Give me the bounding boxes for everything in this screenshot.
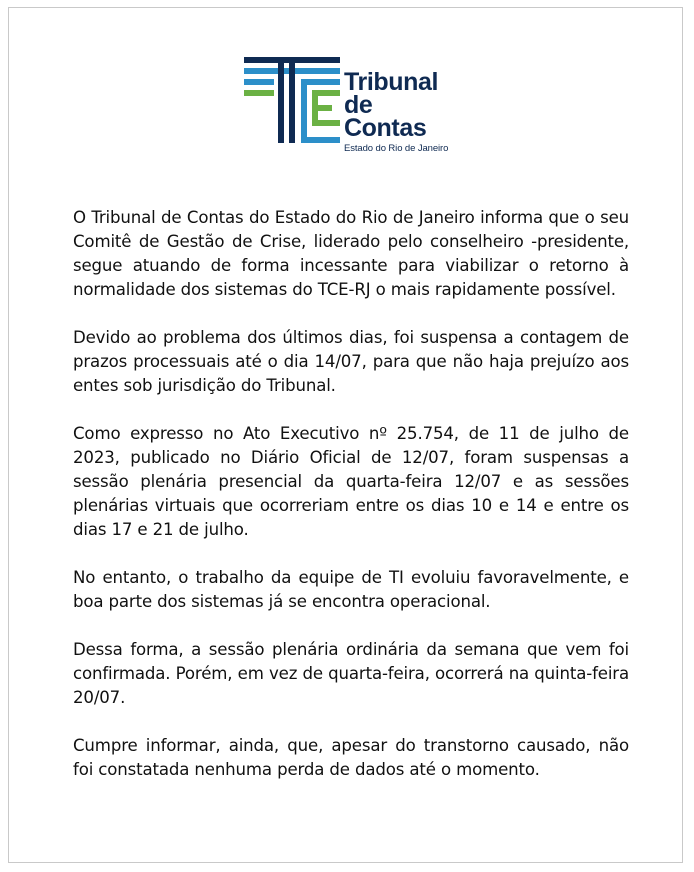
tce-logo-mark xyxy=(244,57,342,147)
paragraph: Cumpre informar, ainda, que, apesar do transtorno causado, não foi constatada nenhuma perda de dados até o momento. xyxy=(73,736,629,779)
paragraph: Como expresso no Ato Executivo nº 25.754, de 11 de julho de 2023, publicado no Diário Oficial de 12/07, foram suspensas a sessão plenária presencial da quarta-feira 12/07 e as sessões plenárias virtuais que ocorreriam entre os dias 10 e 14 e entre os dias 17 e 21 de julho. xyxy=(73,424,629,539)
logo-e-green-bottom xyxy=(312,120,340,126)
announcement-body xyxy=(73,206,629,806)
logo-e-blue-top xyxy=(301,79,340,85)
paragraph: O Tribunal de Contas do Estado do Rio de Janeiro informa que o seu Comitê de Gestão de Crise, liderado pelo conselheiro -presidente, segue atuando de forma incessante para viabilizar o retorno à normalidade dos sistemas do TCE-RJ o mais rapidamente possível. xyxy=(73,208,629,299)
logo-line-de-contas: de Contas xyxy=(344,91,427,142)
paragraph: No entanto, o trabalho da equipe de TI evoluiu favoravelmente, e boa parte dos sistemas já se encontra operacional. xyxy=(73,568,629,611)
logo-e-green-top xyxy=(312,90,340,96)
logo-bar-green-left xyxy=(244,90,274,96)
tce-rj-logo xyxy=(244,57,454,154)
logo-line-tribunal: Tribunal xyxy=(344,68,439,96)
logo-e-blue-spine xyxy=(301,79,307,143)
logo-line-estado: Estado do Rio de Janeiro xyxy=(344,143,449,154)
logo-e-green-middle xyxy=(312,105,332,111)
logo-bar-blue-left xyxy=(244,79,274,85)
logo-stem-navy-2 xyxy=(289,57,295,143)
logo-stem-navy-1 xyxy=(278,57,284,143)
logo-e-blue-bottom xyxy=(301,137,340,143)
paragraph: Dessa forma, a sessão plenária ordinária da semana que vem foi confirmada. Porém, em vez de quarta-feira, ocorrerá na quinta-feira 20/07. xyxy=(73,640,629,707)
paragraph: Devido ao problema dos últimos dias, foi suspensa a contagem de prazos processuais até o dia 14/07, para que não haja prejuízo aos entes sob jurisdição do Tribunal. xyxy=(73,328,629,395)
logo-wordmark xyxy=(344,68,454,155)
